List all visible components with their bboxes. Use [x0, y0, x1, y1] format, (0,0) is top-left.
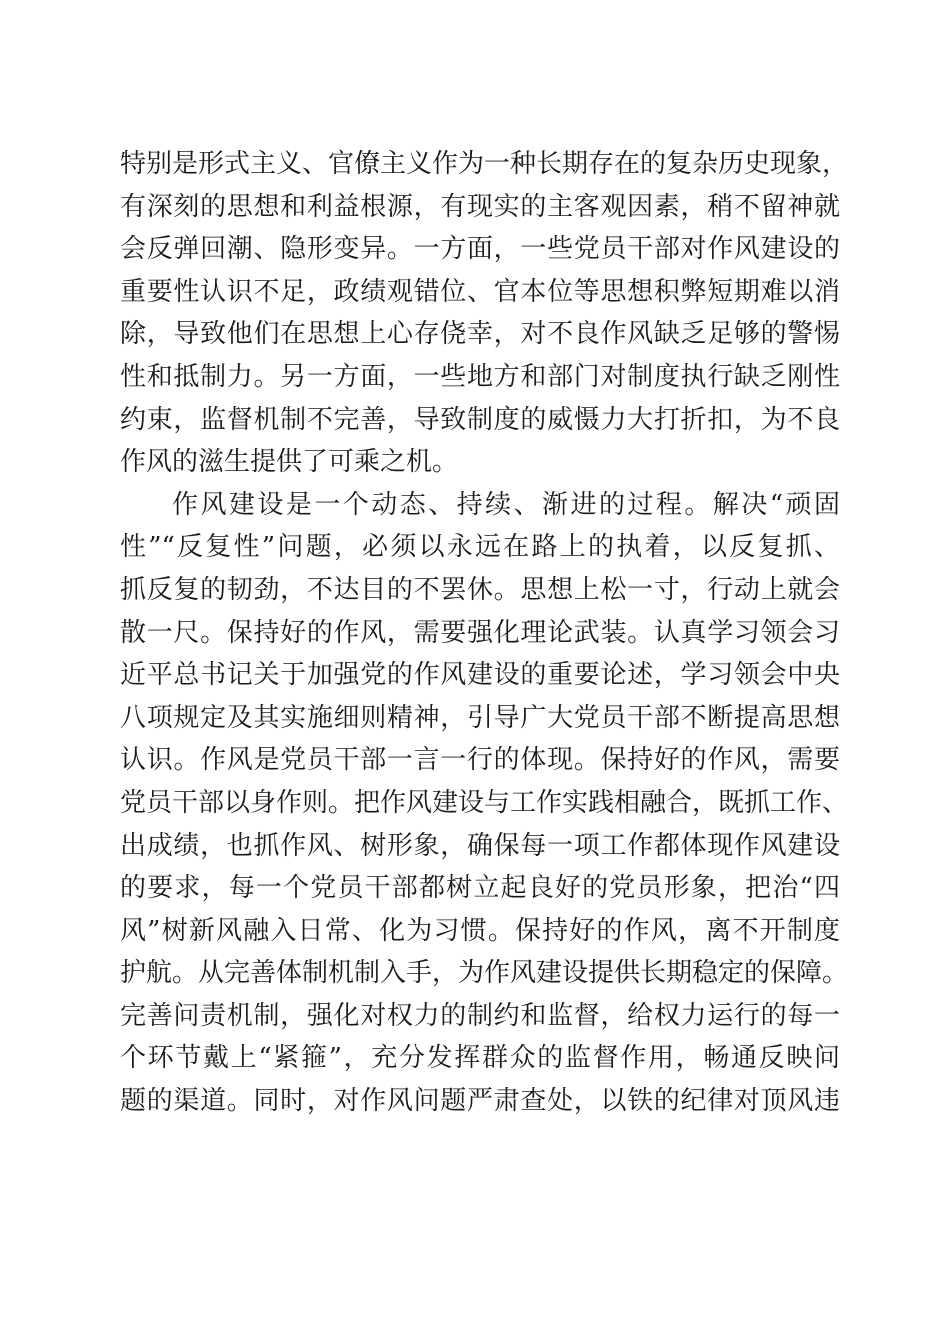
- paragraph-line: 散一尺。保持好的作风，需要强化理论武装。认真学习领会习: [120, 617, 840, 648]
- paragraph-2: [120, 484, 849, 1123]
- paragraph-line: 的要求，每一个党员干部都树立起良好的党员形象，把治“四: [120, 873, 840, 904]
- paragraph-line: 题的渠道。同时，对作风问题严肃查处，以铁的纪律对顶风违: [120, 1086, 840, 1117]
- paragraph-line: 重要性认识不足，政绩观错位、官本位等思想积弊短期难以消: [120, 276, 840, 307]
- paragraph-line: 作风建设是一个动态、持续、渐进的过程。解决“顽固: [172, 489, 840, 520]
- paragraph-line: 性”“反复性”问题，必须以永远在路上的执着，以反复抓、: [120, 532, 840, 563]
- paragraph-line: 党员干部以身作则。把作风建设与工作实践相融合，既抓工作、: [120, 787, 849, 818]
- paragraph-line: 有深刻的思想和利益根源，有现实的主客观因素，稍不留神就: [120, 191, 840, 222]
- paragraph-1: [120, 143, 849, 484]
- paragraph-line: 八项规定及其实施细则精神，引导广大党员干部不断提高思想: [120, 702, 840, 733]
- paragraph-line: 出成绩，也抓作风、树形象，确保每一项工作都体现作风建设: [120, 830, 840, 861]
- paragraph-line: 近平总书记关于加强党的作风建设的重要论述，学习领会中央: [120, 660, 840, 691]
- paragraph-line: 作风的滋生提供了可乘之机。: [120, 447, 459, 478]
- paragraph-line: 除，导致他们在思想上心存侥幸，对不良作风缺乏足够的警惕: [120, 319, 840, 350]
- document-body: [120, 143, 849, 1123]
- paragraph-line: 抓反复的韧劲，不达目的不罢休。思想上松一寸，行动上就会: [120, 574, 840, 605]
- paragraph-line: 约束，监督机制不完善，导致制度的威慑力大打折扣，为不良: [120, 404, 840, 435]
- paragraph-line: 风”树新风融入日常、化为习惯。保持好的作风，离不开制度: [120, 915, 840, 946]
- paragraph-line: 个环节戴上“紧箍”，充分发挥群众的监督作用，畅通反映问: [120, 1043, 840, 1074]
- paragraph-line: 认识。作风是党员干部一言一行的体现。保持好的作风，需要: [120, 745, 840, 776]
- paragraph-line: 护航。从完善体制机制入手，为作风建设提供长期稳定的保障。: [120, 958, 849, 989]
- paragraph-line: 完善问责机制，强化对权力的制约和监督，给权力运行的每一: [120, 1000, 840, 1031]
- paragraph-line: 会反弹回潮、隐形变异。一方面，一些党员干部对作风建设的: [120, 234, 840, 265]
- paragraph-line: 特别是形式主义、官僚主义作为一种长期存在的复杂历史现象，: [120, 149, 849, 179]
- paragraph-line: 性和抵制力。另一方面，一些地方和部门对制度执行缺乏刚性: [120, 361, 840, 392]
